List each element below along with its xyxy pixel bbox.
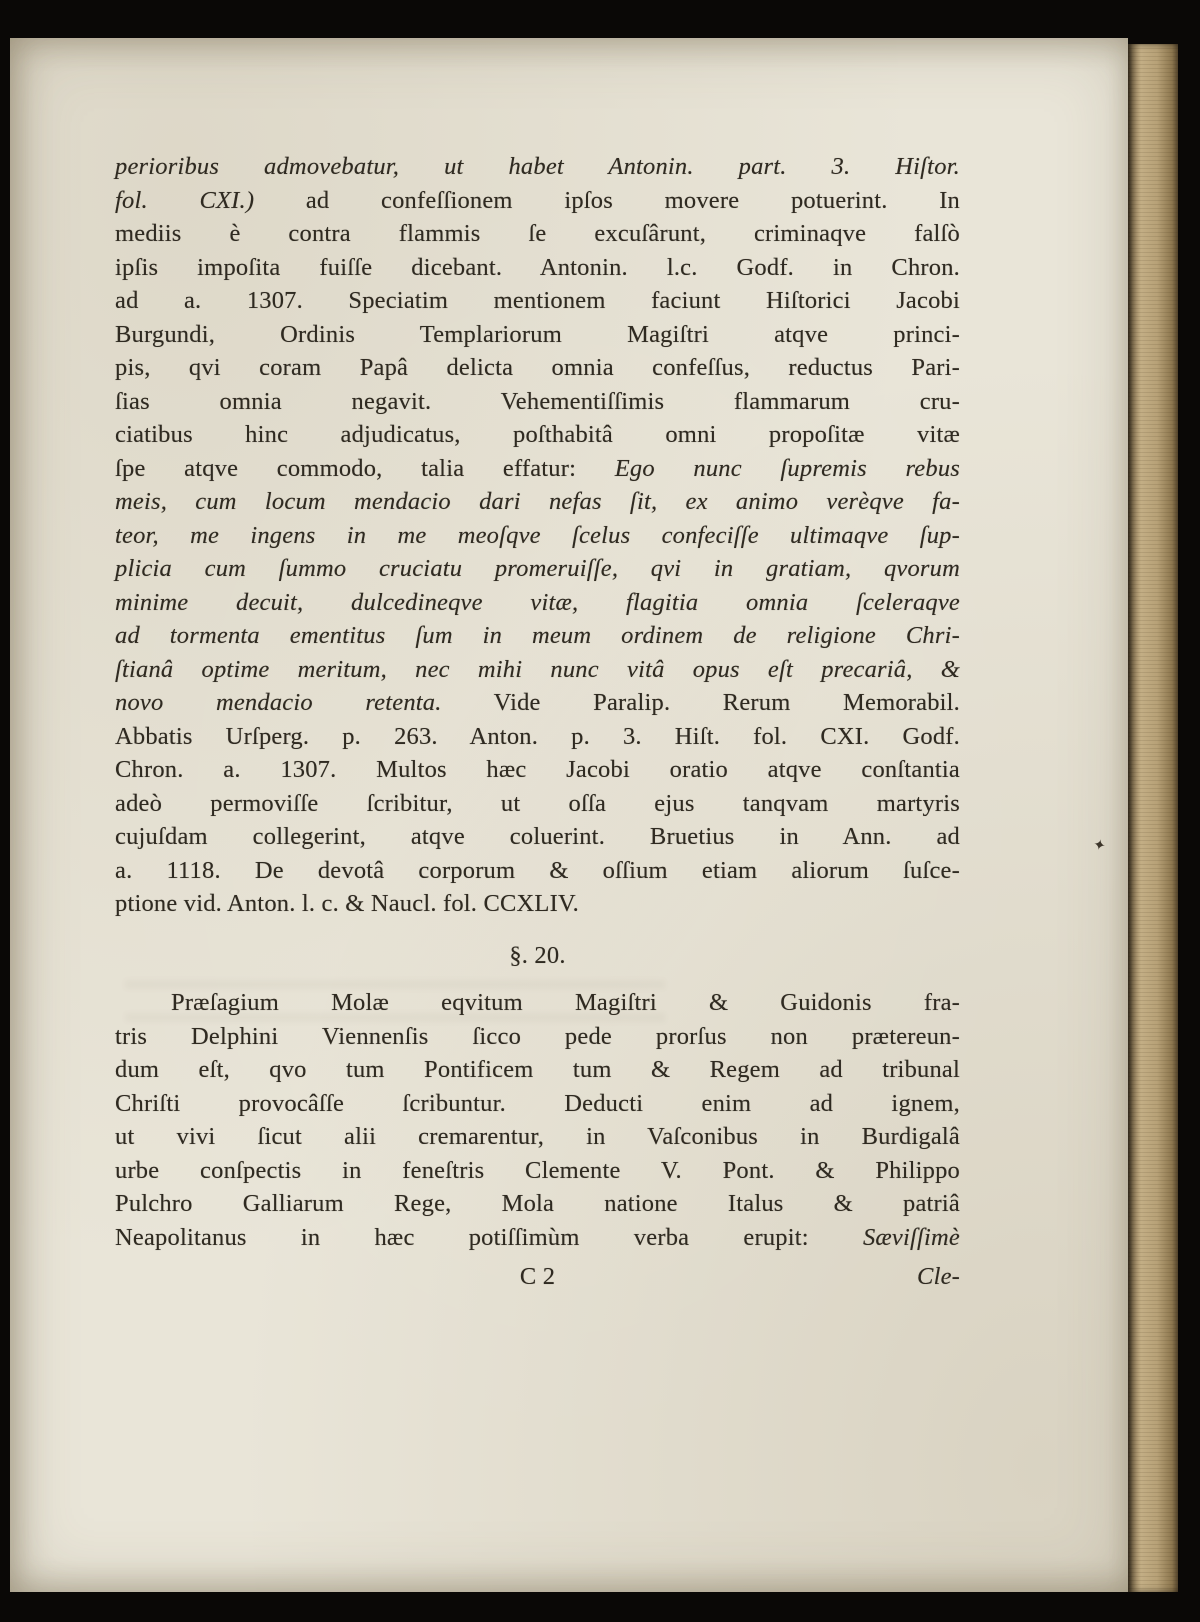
- text-block: [115, 150, 960, 1294]
- italic-text-segment: meis, cum locum mendacio dari nefas ſit, ex animo verèqve fa-: [115, 488, 960, 515]
- roman-text-segment: dum eſt, qvo tum Pontificem tum & Regem ad tribunal: [115, 1056, 960, 1083]
- roman-text-segment: ſpe atqve commodo, talia effatur:: [115, 454, 577, 482]
- text-line: [115, 1053, 960, 1087]
- roman-text-segment: a. 1118. De devotâ corporum & oſſium etiam aliorum ſuſce-: [115, 856, 960, 884]
- text-line: [115, 1187, 960, 1221]
- roman-text-segment: ciatibus hinc adjudicatus, poſthabitâ omni propoſitæ vitæ: [115, 421, 960, 448]
- signature-spacer: [115, 1260, 397, 1294]
- roman-text-segment: cujuſdam collegerint, atqve coluerint. Bruetius in Ann. ad: [115, 823, 960, 850]
- roman-text-segment: Vide Paralip. Rerum Memorabil.: [493, 689, 960, 716]
- text-line: [115, 452, 960, 486]
- roman-text-segment: Burgundi, Ordinis Templariorum Magiſtri atqve princi-: [115, 320, 960, 348]
- italic-text-segment: plicia cum ſummo cruciatu promeruiſſe, qvi in gratiam, qvorum: [115, 555, 960, 582]
- roman-text-segment: mediis è contra flammis ſe excuſârunt, criminaqve falſò: [115, 220, 960, 247]
- text-line: [115, 1020, 960, 1054]
- italic-text-segment: ad tormenta ementitus ſum in meum ordinem de religione Chri-: [115, 622, 960, 649]
- roman-text-segment: Chriſti provocâſſe ſcribuntur. Deducti enim ad ignem,: [115, 1089, 960, 1117]
- book-page: [10, 38, 1128, 1592]
- roman-text-segment: Chron. a. 1307. Multos hæc Jacobi oratio atqve conſtantia: [115, 756, 960, 783]
- section-heading: §. 20.: [509, 941, 566, 969]
- text-line: [115, 1154, 960, 1188]
- text-line: [115, 251, 960, 285]
- italic-text-segment: perioribus admovebatur, ut habet Antonin. part. 3. Hiſtor.: [115, 153, 960, 180]
- italic-text-segment: ſtianâ optime meritum, nec mihi nunc vitâ opus eſt precariâ, &: [115, 655, 960, 683]
- italic-text-segment: Ego nunc ſupremis rebus: [614, 454, 961, 482]
- paragraph-continuation: [115, 150, 960, 921]
- roman-text-segment: ipſis impoſita fuiſſe dicebant. Antonin. l.c. Godf. in Chron.: [115, 253, 960, 281]
- italic-text-segment: novo mendacio retenta.: [115, 689, 442, 716]
- book-fore-edge-pages: [1128, 44, 1178, 1592]
- roman-text-segment: tris Delphini Viennenſis ſicco pede prorſus non prætereun-: [115, 1022, 960, 1050]
- roman-text-segment: urbe conſpectis in feneſtris Clemente V. Pont. & Philippo: [115, 1156, 960, 1184]
- text-line: [115, 552, 960, 586]
- text-line: [115, 385, 960, 419]
- roman-text-segment: ad a. 1307. Speciatim mentionem faciunt Hiſtorici Jacobi: [115, 287, 960, 314]
- text-line: [115, 284, 960, 318]
- gathering-signature: C 2: [519, 1263, 556, 1290]
- roman-text-segment: Præſagium Molæ eqvitum Magiſtri & Guidonis fra-: [171, 989, 960, 1016]
- text-line: [115, 485, 960, 519]
- text-line: [115, 1221, 960, 1255]
- text-line: [115, 787, 960, 821]
- text-line: [115, 318, 960, 352]
- roman-text-segment: Abbatis Urſperg. p. 263. Anton. p. 3. Hiſt. fol. CXI. Godf.: [115, 722, 960, 750]
- text-line: [115, 720, 960, 754]
- text-line: [115, 184, 960, 218]
- text-line: [115, 619, 960, 653]
- roman-text-segment: Pulchro Galliarum Rege, Mola natione Italus & patriâ: [115, 1190, 960, 1217]
- roman-text-segment: ad confeſſionem ipſos movere potuerint. In: [305, 186, 960, 214]
- roman-text-segment: ptione vid. Anton. l. c. & Naucl. fol. CCXLIV.: [115, 890, 580, 917]
- italic-text-segment: teor, me ingens in me meoſqve ſcelus confeciſſe ultimaqve ſup-: [115, 521, 960, 549]
- signature-line: [115, 1260, 960, 1294]
- text-line: [115, 820, 960, 854]
- text-line: [115, 150, 960, 184]
- text-line: [115, 653, 960, 687]
- margin-ink-mark: ✦: [1091, 836, 1107, 856]
- italic-text-segment: fol. CXI.): [115, 186, 255, 214]
- text-line: [115, 986, 960, 1020]
- catchword: Cle-: [917, 1263, 961, 1290]
- text-line: [115, 887, 960, 921]
- text-line: [115, 217, 960, 251]
- italic-text-segment: minime decuit, dulcedineqve vitæ, flagitia omnia ſceleraqve: [115, 588, 960, 616]
- text-line: [115, 351, 960, 385]
- roman-text-segment: ut vivi ſicut alii cremarentur, in Vaſconibus in Burdigalâ: [115, 1123, 960, 1150]
- text-line: [115, 418, 960, 452]
- roman-text-segment: adeò permoviſſe ſcribitur, ut oſſa ejus tanqvam martyris: [115, 789, 960, 817]
- paragraph-section-20: [115, 986, 960, 1254]
- text-line: [115, 686, 960, 720]
- text-line: [115, 1120, 960, 1154]
- text-line: [115, 753, 960, 787]
- text-line: [115, 519, 960, 553]
- italic-text-segment: Sæviſſimè: [862, 1223, 960, 1251]
- text-line: [115, 854, 960, 888]
- roman-text-segment: Neapolitanus in hæc potiſſimùm verba erupit:: [115, 1223, 809, 1251]
- roman-text-segment: pis, qvi coram Papâ delicta omnia confeſſus, reductus Pari-: [115, 354, 960, 381]
- text-line: [115, 586, 960, 620]
- text-line: [115, 1087, 960, 1121]
- roman-text-segment: ſias omnia negavit. Vehementiſſimis flammarum cru-: [115, 387, 960, 415]
